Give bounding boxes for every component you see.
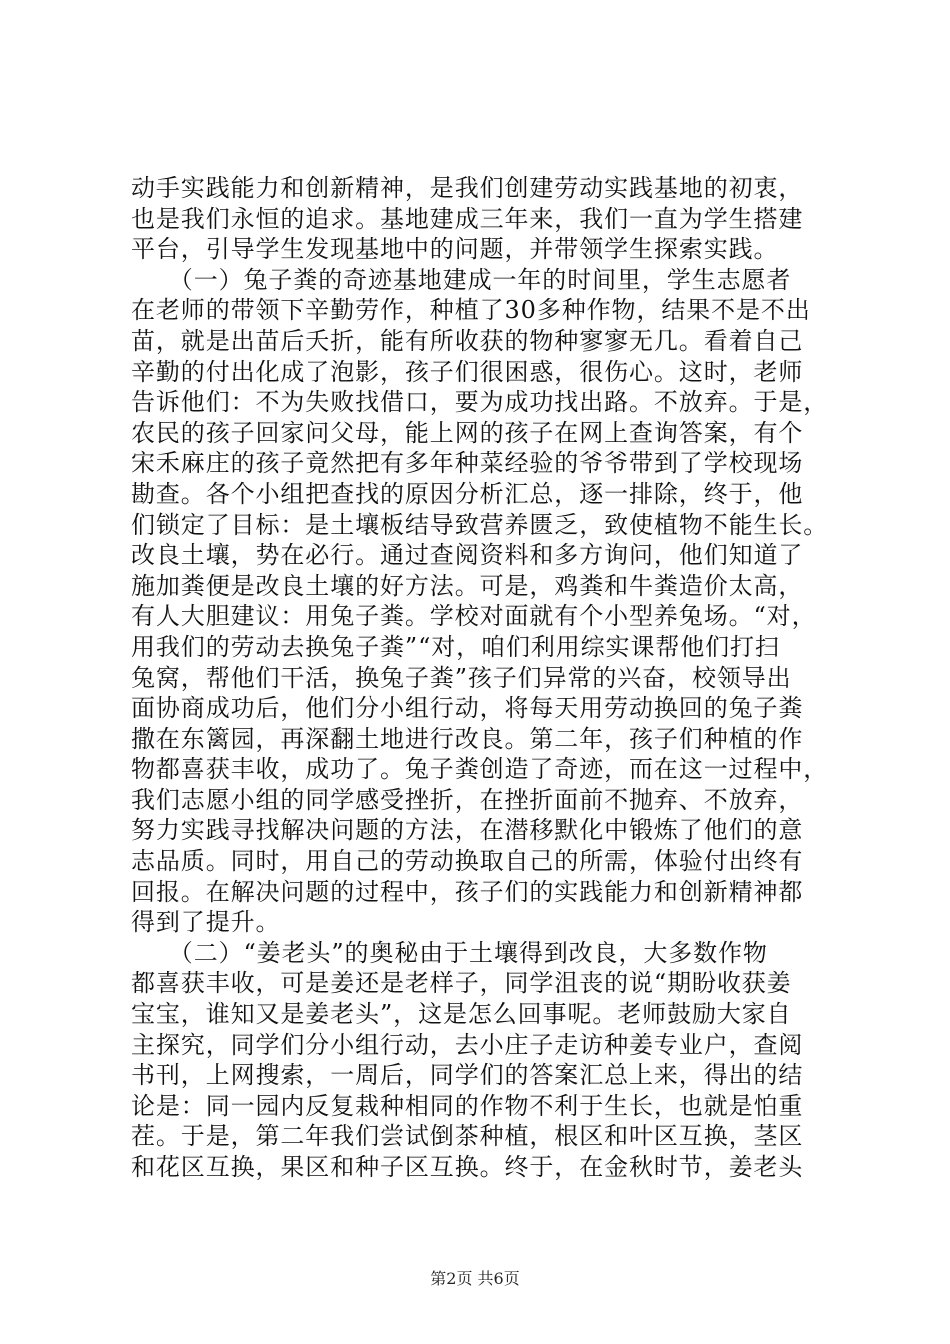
text-line: 有人大胆建议：用兔子粪。学校对面就有个小型养兔场。“对， [131, 602, 817, 631]
text-line: 平台，引导学生发现基地中的问题，并带领学生探索实践。 [131, 235, 779, 264]
text-line: 得到了提升。 [131, 908, 281, 937]
text-line: 书刊，上网搜索，一周后，同学们的答案汇总上来，得出的结 [131, 1061, 804, 1090]
text-line: 勘查。各个小组把查找的原因分析汇总，逐一排除，终于，他 [131, 479, 804, 508]
text-line: 告诉他们：不为失败找借口，要为成功找出路。不放弃。于是， [131, 388, 829, 417]
page-footer: 第2页 共6页 [430, 1269, 520, 1288]
text-line: 兔窝，帮他们干活，换兔子粪”孩子们异常的兴奋，校领导出 [131, 663, 792, 692]
text-line: 农民的孩子回家问父母，能上网的孩子在网上查询答案，有个 [131, 418, 804, 447]
text-line: 我们志愿小组的同学感受挫折，在挫折面前不抛弃、不放弃， [131, 785, 804, 814]
text-line: 志品质。同时，用自己的劳动换取自己的所需，体验付出终有 [131, 847, 804, 876]
text-line: 苗，就是出苗后夭折，能有所收获的物种寥寥无几。看着自己 [131, 326, 804, 355]
text-line: 宝宝，谁知又是姜老头”，这是怎么回事呢。老师鼓励大家自 [131, 1000, 792, 1029]
text-line: 也是我们永恒的追求。基地建成三年来，我们一直为学生搭建 [131, 204, 804, 233]
text-line: 主探究，同学们分小组行动，去小庄子走访种姜专业户，查阅 [131, 1030, 804, 1059]
text-line: （二）“姜老头”的奥秘由于土壤得到改良，大多数作物 [131, 938, 768, 967]
text-line: 宋禾麻庄的孩子竟然把有多年种菜经验的爷爷带到了学校现场 [131, 449, 804, 478]
text-line: 在老师的带领下辛勤劳作，种植了30多种作物，结果不是不出 [131, 296, 811, 325]
text-line: 用我们的劳动去换兔子粪”“对，咱们利用综实课帮他们打扫 [131, 632, 780, 661]
text-line: 物都喜获丰收，成功了。兔子粪创造了奇迹，而在这一过程中， [131, 755, 829, 784]
text-line: 回报。在解决问题的过程中，孩子们的实践能力和创新精神都 [131, 877, 804, 906]
text-line: 都喜获丰收，可是姜还是老样子，同学沮丧的说“期盼收获姜 [131, 969, 792, 998]
text-line: 动手实践能力和创新精神，是我们创建劳动实践基地的初衷， [131, 174, 804, 202]
text-line: 撒在东篱园，再深翻土地进行改良。第二年，孩子们种植的作 [131, 724, 804, 753]
text-line: 茬。于是，第二年我们尝试倒茶种植，根区和叶区互换，茎区 [131, 1122, 804, 1151]
text-line: 们锁定了目标：是土壤板结导致营养匮乏，致使植物不能生长。 [131, 510, 829, 539]
text-line: 论是：同一园内反复栽种相同的作物不利于生长，也就是怕重 [131, 1091, 804, 1120]
text-line: 和花区互换，果区和种子区互换。终于，在金秋时节，姜老头 [131, 1153, 804, 1181]
text-line: 努力实践寻找解决问题的方法，在潜移默化中锻炼了他们的意 [131, 816, 804, 845]
text-line: 面协商成功后，他们分小组行动，将每天用劳动换回的兔子粪 [131, 694, 804, 723]
text-line: （一）兔子粪的奇迹基地建成一年的时间里，学生志愿者 [131, 265, 792, 294]
body-text [131, 173, 831, 1183]
text-line: 辛勤的付出化成了泡影，孩子们很困惑，很伤心。这时，老师 [131, 357, 804, 386]
text-line: 改良土壤，势在必行。通过查阅资料和多方询问，他们知道了 [131, 541, 804, 570]
text-line: 施加粪便是改良土壤的好方法。可是，鸡粪和牛粪造价太高， [131, 571, 804, 600]
